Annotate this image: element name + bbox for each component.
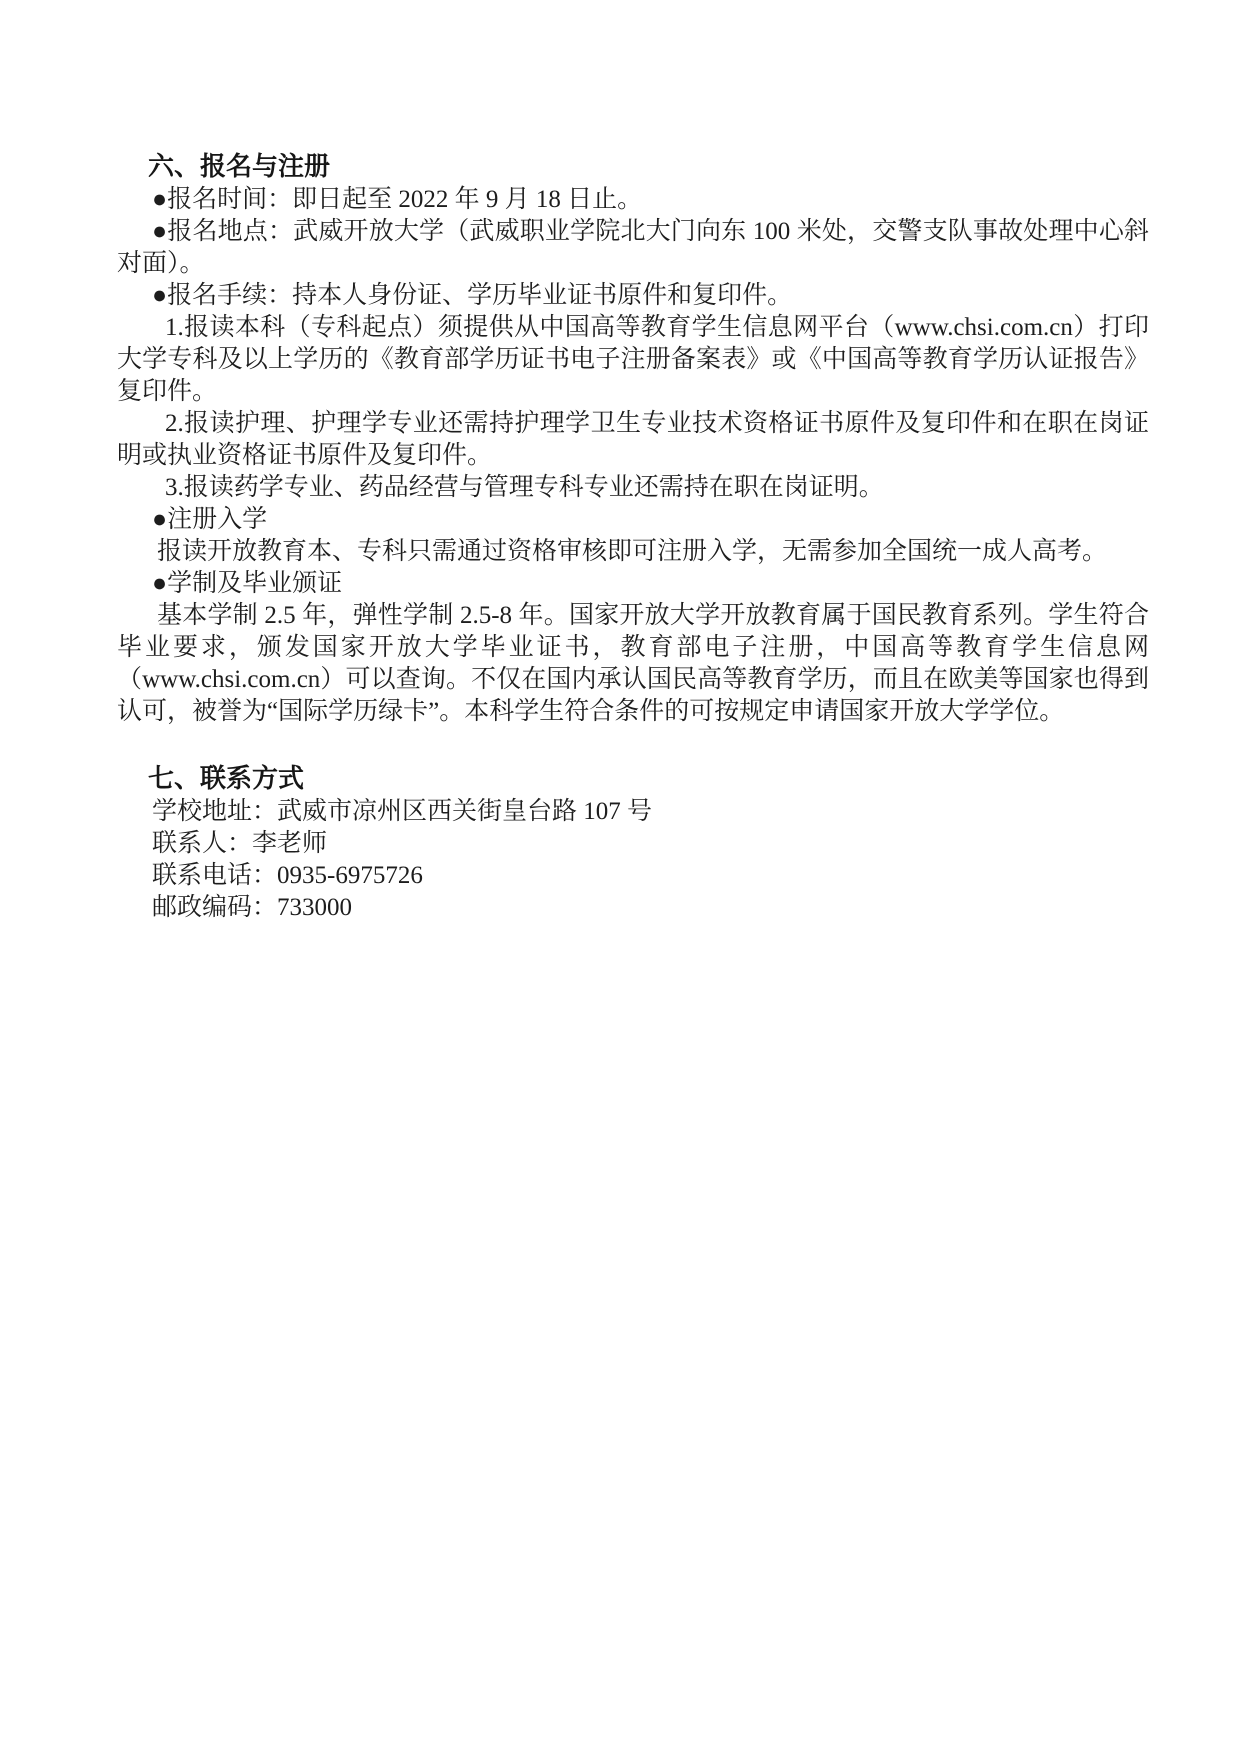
contact-postcode-line: 邮政编码：733000 [152, 894, 353, 921]
registration-time-line: ●报名时间：即日起至 2022 年 9 月 18 日止。 [152, 186, 643, 213]
contact-phone-line: 联系电话：0935-6975726 [152, 862, 423, 889]
document-content [117, 148, 1149, 924]
procedure-item-1: 1.报读本科（专科起点）须提供从中国高等教育学生信息网平台（www.chsi.com.cn）打印大学专科及以上学历的《教育部学历证书电子注册备案表》或《中国高等教育学历认证报告》复印件。 [117, 314, 1149, 405]
duration-heading-line: ●学制及毕业颁证 [152, 570, 343, 597]
enrollment-heading-line: ●注册入学 [152, 506, 268, 533]
contact-person-line: 联系人：李老师 [152, 830, 328, 857]
procedure-item-2: 2.报读护理、护理学专业还需持护理学卫生专业技术资格证书原件及复印件和在职在岗证明或执业资格证书原件及复印件。 [117, 410, 1149, 469]
enrollment-text-line: 报读开放教育本、专科只需通过资格审核即可注册入学，无需参加全国统一成人高考。 [157, 538, 1108, 565]
registration-procedure-line: ●报名手续：持本人身份证、学历毕业证书原件和复印件。 [152, 282, 793, 309]
duration-text-paragraph: 基本学制 2.5 年，弹性学制 2.5-8 年。国家开放大学开放教育属于国民教育系列。学生符合毕业要求，颁发国家开放大学毕业证书，教育部电子注册，中国高等教育学生信息网（www.chsi.com.cn）可以查询。不仅在国内承认国民高等教育学历，而且在欧美等国家也得到认可，被誉为“国际学历绿卡”。本科学生符合条件的可按规定申请国家开放大学学位。 [117, 602, 1149, 725]
section-contact-heading: 七、联系方式 [148, 763, 305, 793]
registration-location-line: ●报名地点：武威开放大学（武威职业学院北大门向东 100 米处，交警支队事故处理中心斜对面）。 [117, 218, 1149, 277]
contact-address-line: 学校地址：武威市凉州区西关街皇台路 107 号 [152, 798, 653, 825]
procedure-item-3: 3.报读药学专业、药品经营与管理专科专业还需持在职在岗证明。 [165, 474, 884, 501]
section-registration-heading: 六、报名与注册 [148, 151, 331, 181]
